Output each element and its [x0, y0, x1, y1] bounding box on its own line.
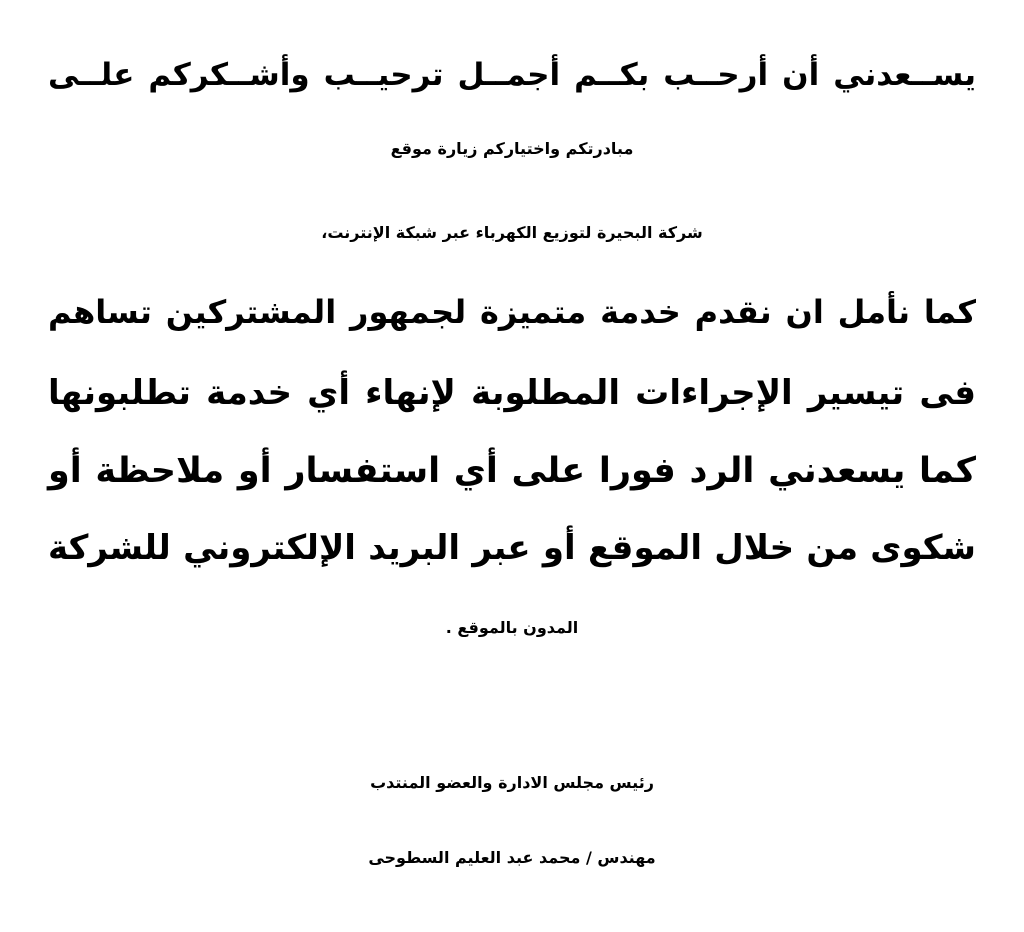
letter-line-4: كما نأمل ان نقدم خدمة متميزة لجمهور المشتركين تساهم: [48, 293, 976, 331]
letter-line-8: المدون بالموقع .: [445, 618, 579, 637]
letter-line-7: شكوى من خلال الموقع أو عبر البريد الإلكتروني للشركة: [48, 528, 976, 568]
signature-name: مهندس / محمد عبد العليم السطوحى: [368, 848, 656, 867]
letter-line-6: كما يسعدني الرد فورا على أي استفسار أو ملاحظة أو: [48, 451, 976, 491]
signature-title: رئيس مجلس الادارة والعضو المنتدب: [370, 773, 654, 792]
letter-line-2: مبادرتكم واختياركم زيارة موقع: [390, 139, 634, 158]
letter-line-3: شركة البحيرة لتوزيع الكهرباء عبر شبكة الإنترنت،: [321, 223, 703, 242]
letter-line-5: فى تيسير الإجراءات المطلوبة لإنهاء أي خدمة تطلبونها: [48, 373, 976, 413]
letter-line-1: يســعدني أن أرحــب بكــم أجمــل ترحيــب وأشــكركم علــى: [48, 57, 976, 93]
